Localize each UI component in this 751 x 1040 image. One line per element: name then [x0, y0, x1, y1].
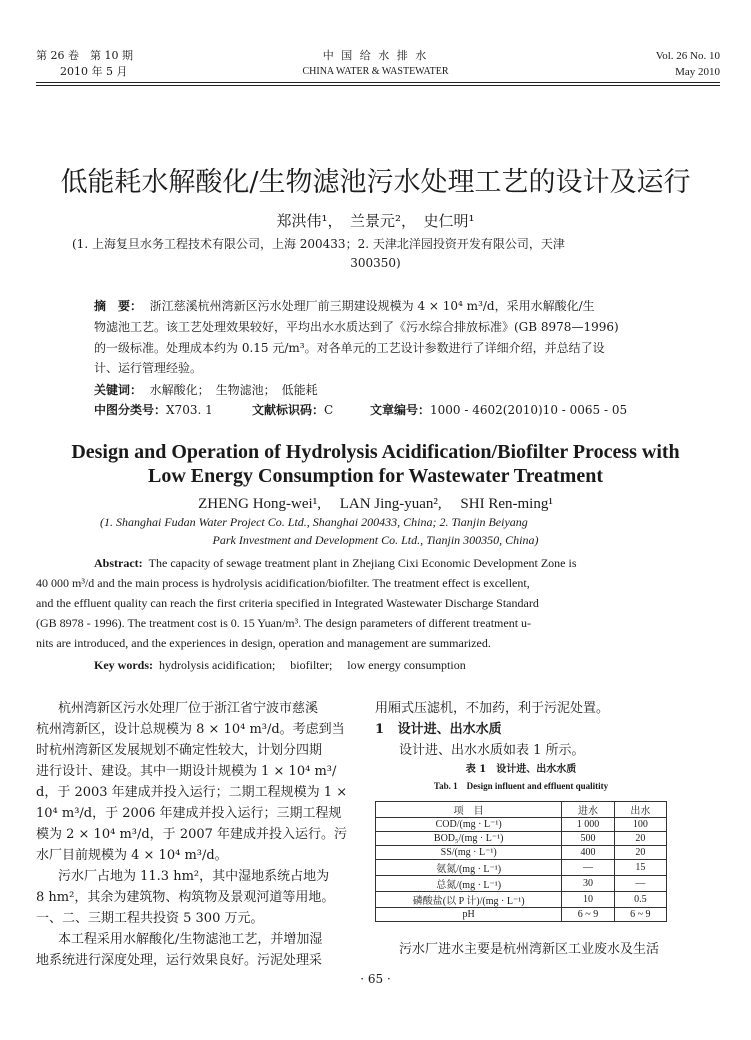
body-left-line11: 一、二、三期工程共投资 5 300 万元。 — [36, 911, 264, 926]
table-cell: 400 — [562, 846, 614, 860]
table-cell: 100 — [614, 818, 666, 832]
table-header-item: 项 目 — [376, 802, 562, 818]
table-row — [376, 832, 667, 846]
header-date-cn: 2010 年 5 月 — [60, 65, 128, 78]
body-left-line6: 10⁴ m³/d，于 2006 年建成并投入运行；三期工程规 — [36, 806, 342, 821]
body-right-last-line: 污水厂进水主要是杭州湾新区工业废水及生活 — [399, 942, 660, 957]
table-cell: COD/(mg · L⁻¹) — [376, 818, 562, 832]
page-number: · 65 · — [360, 972, 391, 986]
header-rule-bottom — [36, 85, 720, 86]
body-left-line3: 时杭州湾新区发展规划不确定性较大，计划分四期 — [36, 743, 323, 758]
header-volume-en: Vol. 26 No. 10 — [655, 50, 720, 62]
table-cell: 15 — [614, 860, 666, 876]
body-left-line5: d，于 2003 年建成并投入运行；二期工程规模为 1 × — [36, 785, 348, 800]
header-journal-cn: 中 国 给 水 排 水 — [322, 49, 429, 62]
table-cell: pH — [376, 908, 562, 922]
title-cn: 低能耗水解酸化/生物滤池污水处理工艺的设计及运行 — [60, 167, 691, 198]
table-cell: 20 — [614, 846, 666, 860]
table-cell: 磷酸盐(以 P 计)/(mg · L⁻¹) — [376, 892, 562, 908]
body-left-line10: 8 hm²，其余为建筑物、构筑物及景观河道等用地。 — [36, 890, 335, 905]
abstract-cn-line3: 的一级标准。处理成本约为 0.15 元/m³。对各单元的工艺设计参数进行了详细介绍，并总结了设 — [94, 341, 605, 355]
table-row — [376, 892, 667, 908]
keywords-en: Key words: hydrolysis acidification; biofilter; low energy consumption — [94, 658, 466, 672]
table-caption-en: Tab. 1 Design influent and effluent qualitity — [433, 781, 609, 791]
affiliation-cn-line1: (1. 上海复旦水务工程技术有限公司，上海 200433；2. 天津北洋园投资开发有限公司，天津 — [72, 237, 565, 251]
section-heading-1: 1 设计进、出水水质 — [375, 722, 502, 737]
table-cell: 6 ~ 9 — [562, 908, 614, 922]
table-cell: 20 — [614, 832, 666, 846]
table-cell: 总氮/(mg · L⁻¹) — [376, 876, 562, 892]
abstract-en-line2: 40 000 m³/d and the main process is hydrolysis acidification/biofilter. The treatment effect is excellent, — [36, 576, 530, 590]
table-cell: 6 ~ 9 — [614, 908, 666, 922]
article-number: 文章编号：1000 - 4602(2010)10 - 0065 - 05 — [370, 403, 628, 417]
body-left-line2: 杭州湾新区，设计总规模为 8 × 10⁴ m³/d。考虑到当 — [36, 722, 345, 737]
table-header-row — [376, 802, 667, 818]
body-left-line1: 杭州湾新区污水处理厂位于浙江省宁波市慈溪 — [58, 701, 319, 716]
header-volume-cn: 第 26 卷 第 10 期 — [36, 49, 133, 62]
table-row — [376, 860, 667, 876]
body-left-line4: 进行设计、建设。其中一期设计规模为 1 × 10⁴ m³/ — [36, 764, 337, 779]
table-1 — [375, 801, 667, 922]
table-cell: BOD₅/(mg · L⁻¹) — [376, 832, 562, 846]
keywords-en-label: Key words: — [94, 658, 153, 672]
abstract-en-label: Abstract: — [94, 556, 143, 570]
body-left-line13: 地系统进行深度处理，运行效果良好。污泥处理采 — [36, 953, 323, 968]
clc-label: 中图分类号： — [94, 403, 167, 417]
abstract-cn-line4: 计、运行管理经验。 — [94, 361, 203, 375]
abstract-en-line1: Abstract: The capacity of sewage treatment plant in Zhejiang Cixi Economic Development Zone is — [94, 556, 577, 570]
body-left-line7: 模为 2 × 10⁴ m³/d，于 2007 年建成并投入运行。污 — [36, 827, 348, 842]
clc-code: 中图分类号：X703. 1 — [94, 403, 213, 417]
body-left-line8: 水厂目前规模为 4 × 10⁴ m³/d。 — [36, 848, 228, 863]
table-cell: 30 — [562, 876, 614, 892]
abstract-cn-line2: 物滤池工艺。该工艺处理效果较好，平均出水水质达到了《污水综合排放标准》(GB 8978—1996) — [94, 320, 619, 334]
table-cell: 氨氮/(mg · L⁻¹) — [376, 860, 562, 876]
body-right-line2: 设计进、出水水质如表 1 所示。 — [399, 743, 585, 758]
abstract-en-line3: and the effluent quality can reach the first criteria specified in Integrated Wastewater Discharge Standard — [36, 596, 539, 610]
table-header-influent: 进水 — [562, 802, 614, 818]
table-cell: SS/(mg · L⁻¹) — [376, 846, 562, 860]
title-en-line2: Low Energy Consumption for Wastewater Treatment — [148, 465, 603, 487]
table-cell: — — [562, 860, 614, 876]
authors-en: ZHENG Hong-wei¹, LAN Jing-yuan², SHI Ren-ming¹ — [198, 496, 553, 512]
table-cell: 0.5 — [614, 892, 666, 908]
affiliation-en-line1: (1. Shanghai Fudan Water Project Co. Ltd., Shanghai 200433, China; 2. Tianjin Beiyang — [100, 515, 528, 529]
table-cell: — — [614, 876, 666, 892]
article-no-label: 文章编号： — [370, 403, 431, 417]
body-left-line9: 污水厂占地为 11.3 hm²，其中湿地系统占地为 — [58, 869, 330, 884]
keywords-cn-label: 关键词： — [94, 383, 143, 397]
abstract-cn-line1: 摘 要： 浙江慈溪杭州湾新区污水处理厂前三期建设规模为 4 × 10⁴ m³/d，采用水解酸化/生 — [94, 299, 595, 313]
authors-cn: 郑洪伟¹， 兰景元²， 史仁明¹ — [276, 212, 475, 230]
table-cell: 10 — [562, 892, 614, 908]
table-cell: 500 — [562, 832, 614, 846]
body-left-line12: 本工程采用水解酸化/生物滤池工艺，并增加湿 — [58, 932, 323, 947]
table-cell: 1 000 — [562, 818, 614, 832]
doc-code-label: 文献标识码： — [252, 403, 325, 417]
keywords-cn: 关键词： 水解酸化； 生物滤池； 低能耗 — [94, 383, 318, 397]
header-journal-en: CHINA WATER & WASTEWATER — [302, 66, 449, 77]
body-right-line1: 用厢式压滤机，不加药，利于污泥处置。 — [375, 701, 610, 716]
abstract-cn-label: 摘 要： — [94, 299, 143, 313]
table-row — [376, 908, 667, 922]
table-header-effluent: 出水 — [614, 802, 666, 818]
header-date-en: May 2010 — [675, 66, 720, 78]
table-caption-cn: 表 1 设计进、出水水质 — [465, 764, 577, 775]
affiliation-cn-line2: 300350) — [350, 256, 401, 270]
table-row — [376, 876, 667, 892]
affiliation-en-line2: Park Investment and Development Co. Ltd., Tianjin 300350, China) — [212, 533, 539, 547]
table-row — [376, 818, 667, 832]
header-rule-top — [36, 82, 720, 83]
title-en-line1: Design and Operation of Hydrolysis Acidification/Biofilter Process with — [71, 441, 680, 463]
table-row — [376, 846, 667, 860]
abstract-en-line4: (GB 8978 - 1996). The treatment cost is 0. 15 Yuan/m³. The design parameters of different treatment u- — [36, 616, 532, 630]
doc-code: 文献标识码：C — [252, 403, 334, 417]
abstract-en-line5: nits are introduced, and the experiences in design, operation and management are summarized. — [36, 636, 491, 650]
